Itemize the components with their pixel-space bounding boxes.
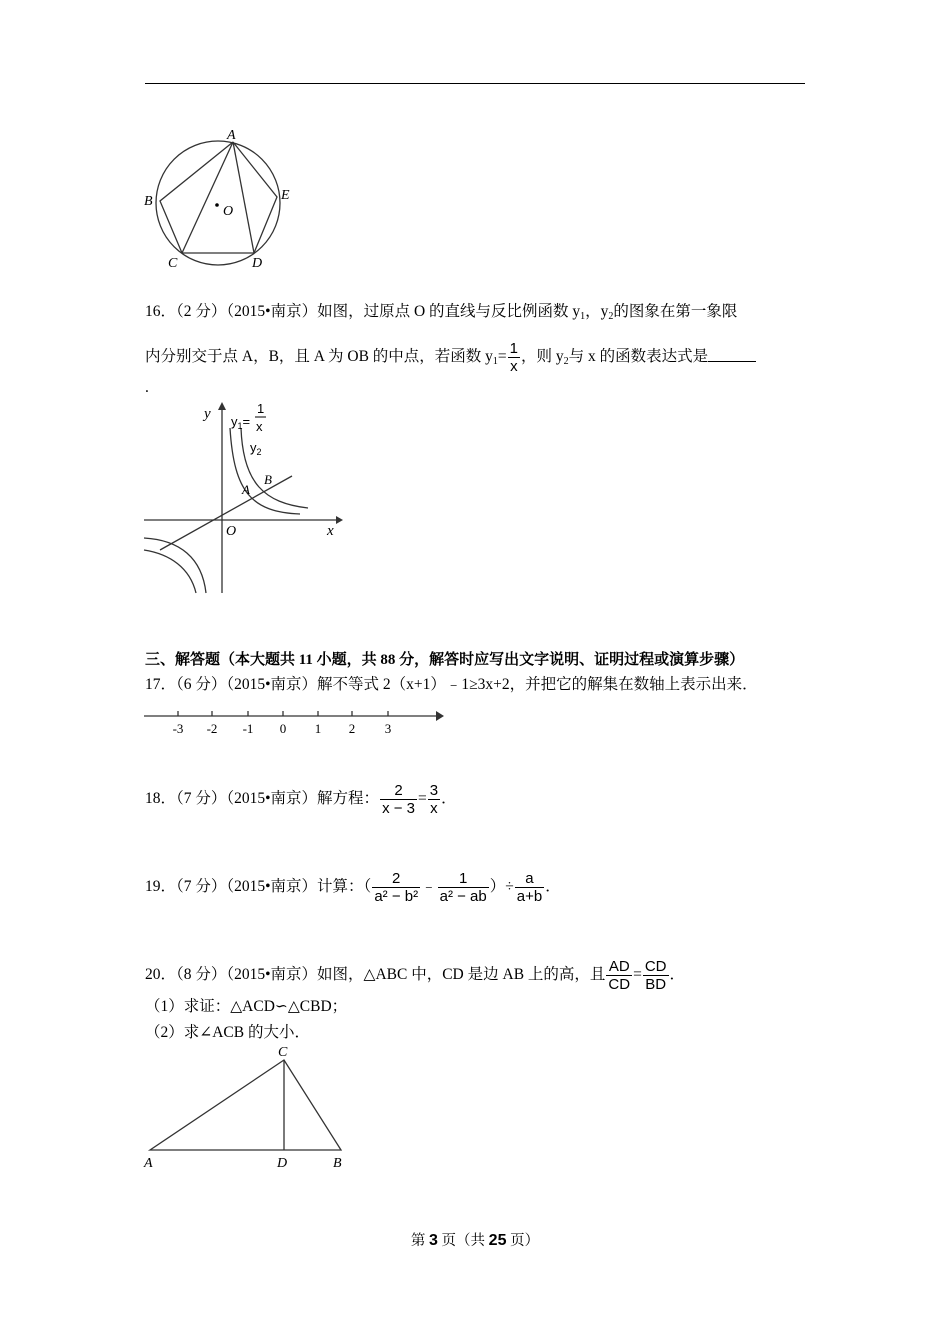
label-d: D <box>277 1156 288 1171</box>
y1-label: $y_1=$ <box>231 414 251 431</box>
q16-fraction: $\frac{1}{x}$ <box>509 340 518 375</box>
point-a-label: A <box>242 482 250 497</box>
curve-y2-neg <box>144 550 196 593</box>
circle-o <box>156 141 280 265</box>
page-number: 3 <box>429 1232 438 1249</box>
triangle-figure <box>140 1040 360 1175</box>
segment-ac <box>182 142 233 253</box>
number-line-tick-label: -2 <box>206 721 218 736</box>
y1-frac-num: 1 <box>257 401 265 416</box>
origin-label: O <box>226 524 237 539</box>
q19-fraction-c: $\frac{a}{a+b}$ <box>516 870 543 905</box>
center-point <box>215 203 219 207</box>
q19-line: 19．（7 分）（2015•南京）计算：（ $\frac{2}{\text{a² − b²}}$ ﹣ $\frac{1}{\text{a² − ab}}$ ）÷ $\frac{a}{a+b}$ ． <box>145 870 561 905</box>
label-o: O <box>223 204 234 219</box>
y-axis-label: y <box>204 406 211 422</box>
q16-line3: . <box>145 379 149 396</box>
number-line-tick-label: -1 <box>242 721 254 736</box>
number-line-tick-label: 1 <box>314 721 322 736</box>
hyperbola-figure <box>140 398 350 596</box>
q20-left-fraction: $\frac{AD}{CD}$ <box>608 958 631 993</box>
label-c: C <box>168 256 178 271</box>
number-line-tick-label: 3 <box>384 721 392 736</box>
number-line-tick-label: 0 <box>279 721 287 736</box>
number-line-tick-label: -3 <box>172 721 184 736</box>
circle-pentagon-figure <box>140 125 300 273</box>
label-e: E <box>281 188 290 203</box>
q20-part2: （2）求∠ACB 的大小． <box>145 1024 310 1041</box>
number-line <box>140 705 450 739</box>
x-axis-label: x <box>327 523 334 539</box>
segment-ad <box>233 142 254 253</box>
y2-label: $y_2$ <box>250 440 262 457</box>
page-footer: 第 3 页（共 25 页） <box>410 1232 540 1249</box>
q20-line: 20．（8 分）（2015•南京）如图，△ABC 中，CD 是边 AB 上的高，且 $\frac{AD}{CD}$ = $\frac{CD}{BD}$ ． <box>145 958 686 993</box>
label-d: D <box>252 256 263 271</box>
page-total: 25 <box>488 1232 507 1249</box>
label-c: C <box>278 1045 288 1060</box>
number-line-tick-label: 2 <box>348 721 356 736</box>
pentagon <box>160 142 277 253</box>
triangle-abc <box>150 1060 341 1150</box>
point-b-label: B <box>264 472 272 487</box>
curve-y1 <box>230 428 300 514</box>
q17-text: 17．（6 分）（2015•南京）解不等式 2（x+1）﹣1≥3x+2，并把它的解集在数轴上表示出来． <box>145 676 758 693</box>
label-a: A <box>227 128 236 143</box>
q18-right-fraction: $\frac{3}{x}$ <box>429 782 439 817</box>
q16-line2: 内分别交于点 A，B，且 A 为 OB 的中点，若函数 $y_1=$ $\frac{1}{x}$ ，则 $y_2$与 x 的函数表达式是 <box>145 340 756 375</box>
curve-y1-neg <box>144 538 206 593</box>
answer-blank <box>708 347 756 362</box>
q18-line: 18．（7 分）（2015•南京）解方程： $\frac{2}{x - 3}$ = $\frac{3}{x}$ ． <box>145 782 457 817</box>
section3-heading: 三、解答题（本大题共 11 小题，共 88 分，解答时应写出文字说明、证明过程或演算步骤） <box>145 652 745 668</box>
q16-line1: 16．（2 分）（2015•南京）如图，过原点 O 的直线与反比例函数 $y_1$，$y_2$的图象在第一象限 <box>145 303 738 322</box>
q20-part1: （1）求证：△ACD∽△CBD； <box>145 998 348 1015</box>
label-b: B <box>333 1156 342 1171</box>
q18-left-fraction: $\frac{2}{x - 3}$ <box>382 782 415 817</box>
label-b: B <box>144 194 153 209</box>
header-rule <box>145 83 805 84</box>
y1-frac-den: x <box>256 419 263 434</box>
q19-fraction-b: $\frac{1}{\text{a² − ab}}$ <box>439 870 487 905</box>
q20-right-fraction: $\frac{CD}{BD}$ <box>644 958 667 993</box>
q19-fraction-a: $\frac{2}{\text{a² − b²}}$ <box>374 870 419 905</box>
label-a: A <box>144 1156 153 1171</box>
